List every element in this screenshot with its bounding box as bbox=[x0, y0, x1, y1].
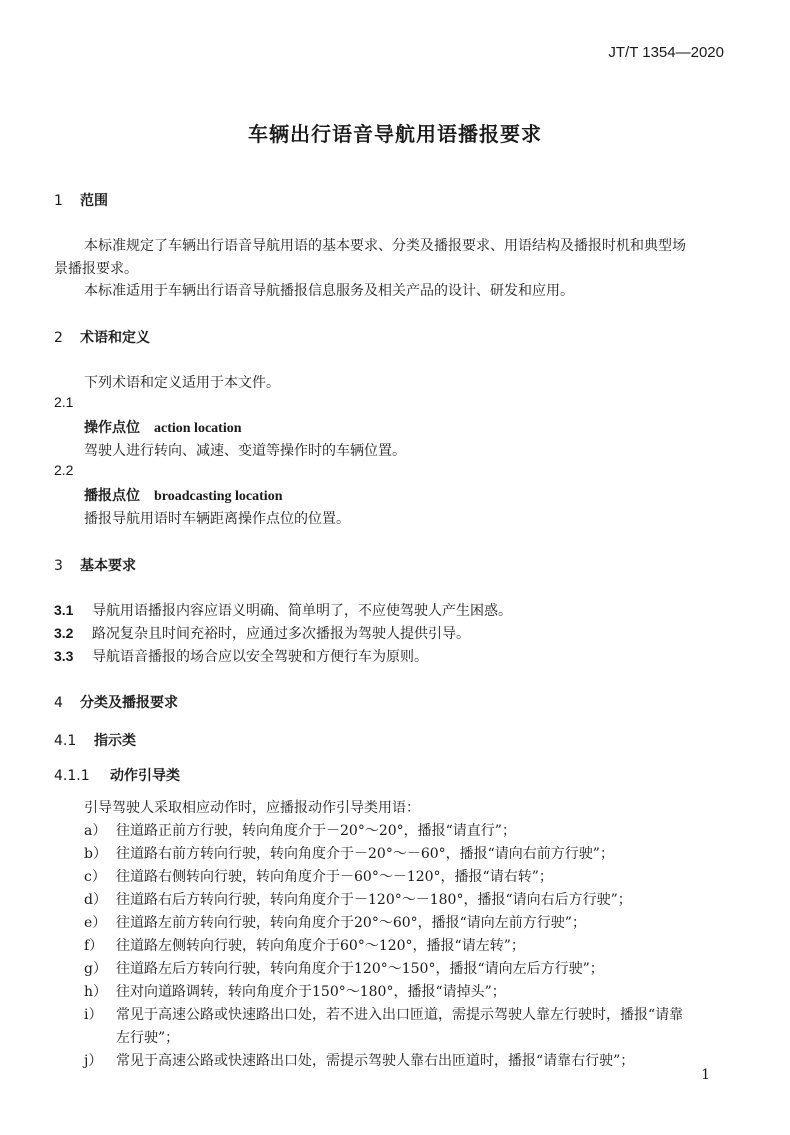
term-en: action location bbox=[154, 421, 242, 436]
page-title: 车辆出行语音导航用语播报要求 bbox=[248, 122, 542, 146]
subsubsection-heading bbox=[54, 765, 180, 785]
list-item bbox=[84, 1050, 634, 1070]
clause bbox=[54, 646, 428, 666]
clause bbox=[54, 600, 512, 620]
section-1-heading bbox=[54, 190, 108, 210]
list-label: f） bbox=[84, 938, 104, 954]
list-label: j） bbox=[84, 1053, 103, 1069]
clause bbox=[54, 623, 470, 643]
term-number: 2.2 bbox=[54, 462, 74, 478]
term-en: broadcasting location bbox=[154, 489, 283, 504]
list-item bbox=[84, 1004, 683, 1024]
term-number: 2.1 bbox=[54, 394, 74, 410]
list-label: e） bbox=[84, 915, 107, 931]
section-number: 4 bbox=[54, 695, 63, 711]
list-item bbox=[84, 958, 604, 978]
list-text: 常见于高速公路或快速路出口处，若不进入出口匝道，需提示驾驶人靠左行驶时，播报“请靠 bbox=[116, 1007, 684, 1023]
section-title: 术语和定义 bbox=[80, 330, 150, 346]
term-heading bbox=[84, 417, 242, 437]
section-3-heading bbox=[54, 555, 136, 575]
paragraph-continuation: 景播报要求。 bbox=[54, 261, 138, 277]
page-number: 1 bbox=[701, 1067, 710, 1083]
section-number: 2 bbox=[54, 330, 63, 346]
term-heading bbox=[84, 485, 282, 505]
list-text: 往道路右后方转向行驶，转向角度介于－120°～－180°，播报“请向右后方行驶”； bbox=[116, 892, 632, 908]
paragraph: 下列术语和定义适用于本文件。 bbox=[84, 375, 280, 391]
list-label: g） bbox=[84, 961, 107, 977]
section-number: 1 bbox=[54, 193, 63, 209]
list-item bbox=[84, 820, 516, 840]
list-text: 往对向道路调转，转向角度介于150°～180°，播报“请掉头”； bbox=[116, 984, 506, 1000]
section-title: 基本要求 bbox=[80, 558, 136, 574]
section-title: 动作引导类 bbox=[110, 768, 180, 784]
clause-number: 3.2 bbox=[54, 625, 74, 641]
section-number: 3 bbox=[54, 558, 63, 574]
term-definition: 驾驶人进行转向、减速、变道等操作时的车辆位置。 bbox=[84, 443, 406, 459]
clause-text: 导航语音播报的场合应以安全驾驶和方便行车为原则。 bbox=[92, 649, 428, 665]
section-title: 分类及播报要求 bbox=[80, 695, 178, 711]
list-label: c） bbox=[84, 869, 106, 885]
list-item bbox=[84, 981, 506, 1001]
list-item bbox=[84, 912, 586, 932]
list-item bbox=[84, 935, 525, 955]
list-item-continuation: 左行驶”； bbox=[116, 1030, 180, 1046]
paragraph: 引导驾驶人采取相应动作时，应播报动作引导类用语： bbox=[84, 800, 420, 816]
list-text: 常见于高速公路或快速路出口处，需提示驾驶人靠右出匝道时，播报“请靠右行驶”； bbox=[116, 1053, 635, 1069]
section-number: 4.1 bbox=[54, 733, 77, 749]
list-label: h） bbox=[84, 984, 108, 1000]
clause-text: 路况复杂且时间充裕时，应通过多次播报为驾驶人提供引导。 bbox=[92, 626, 470, 642]
clause-number: 3.1 bbox=[54, 602, 74, 618]
list-label: b） bbox=[84, 846, 107, 862]
section-4-heading bbox=[54, 692, 178, 712]
paragraph: 本标准规定了车辆出行语音导航用语的基本要求、分类及播报要求、用语结构及播报时机和典型场 bbox=[84, 238, 686, 254]
subsection-heading bbox=[54, 730, 136, 750]
list-text: 往道路右前方转向行驶，转向角度介于－20°～－60°，播报“请向右前方行驶”； bbox=[116, 846, 614, 862]
clause-number: 3.3 bbox=[54, 648, 74, 664]
section-title: 指示类 bbox=[94, 733, 136, 749]
list-label: i） bbox=[84, 1007, 103, 1023]
list-item bbox=[84, 866, 553, 886]
list-item bbox=[84, 889, 632, 909]
list-item bbox=[84, 843, 614, 863]
list-text: 往道路左后方转向行驶，转向角度介于120°～150°，播报“请向左后方行驶”； bbox=[116, 961, 604, 977]
section-2-heading bbox=[54, 327, 150, 347]
term-definition: 播报导航用语时车辆距离操作点位的位置。 bbox=[84, 511, 350, 527]
list-label: d） bbox=[84, 892, 107, 908]
term-zh: 操作点位 bbox=[84, 420, 140, 436]
term-zh: 播报点位 bbox=[84, 488, 140, 504]
clause-text: 导航用语播报内容应语义明确、简单明了，不应使驾驶人产生困惑。 bbox=[92, 603, 512, 619]
section-number: 4.1.1 bbox=[54, 768, 90, 784]
section-title: 范围 bbox=[80, 193, 108, 209]
list-label: a） bbox=[84, 823, 107, 839]
paragraph: 本标准适用于车辆出行语音导航播报信息服务及相关产品的设计、研发和应用。 bbox=[84, 283, 574, 299]
document-code: JT/T 1354—2020 bbox=[608, 44, 724, 61]
list-text: 往道路左前方转向行驶，转向角度介于20°～60°，播报“请向左前方行驶”； bbox=[116, 915, 586, 931]
list-text: 往道路左侧转向行驶，转向角度介于60°～120°，播报“请左转”； bbox=[116, 938, 525, 954]
list-text: 往道路右侧转向行驶，转向角度介于－60°～－120°，播报“请右转”； bbox=[116, 869, 553, 885]
list-text: 往道路正前方行驶，转向角度介于－20°～20°，播报“请直行”； bbox=[116, 823, 516, 839]
